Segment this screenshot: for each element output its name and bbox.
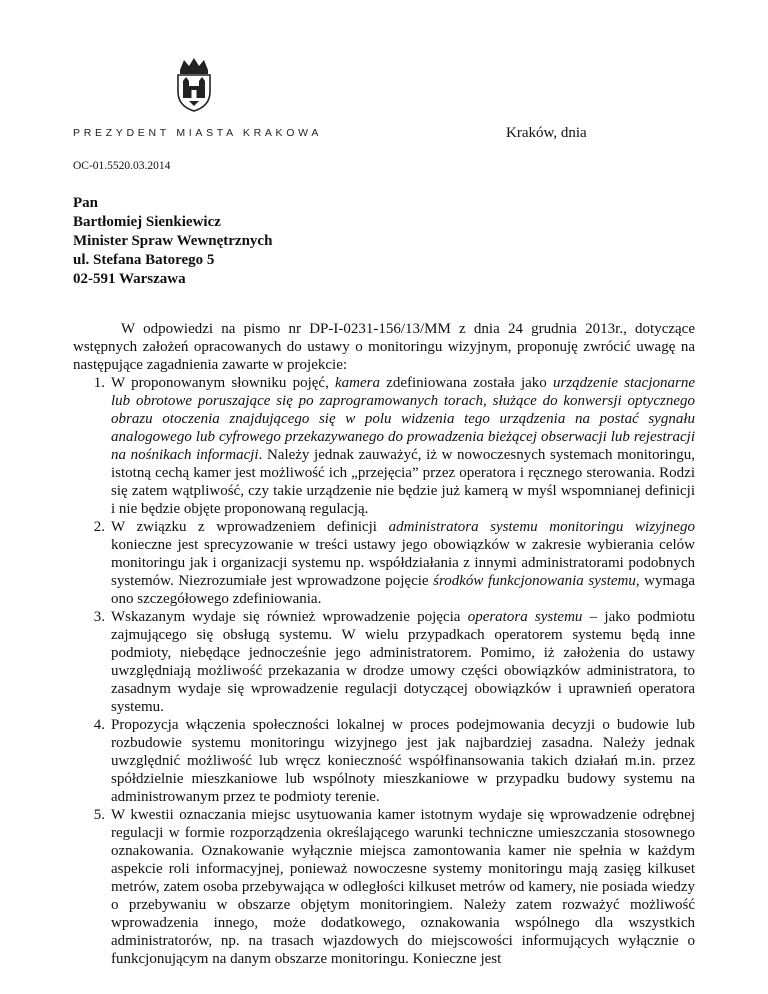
intro-paragraph: W odpowiedzi na pismo nr DP-I-0231-156/13/MM z dnia 24 grudnia 2013r., dotyczące wstępnych założeń opracowanych do ustawy o monitoringu wizyjnym, proponuję zwrócić uwagę na następujące zagadnienia zawarte w projekcie: [73,321,695,373]
list-item-emphasis: urządzenie stacjonarne lub obrotowe poruszające się po zaprogramowanych torach, służące do konwersji optycznego obrazu otoczenia znajdującego się w polu widzenia tego urządzenia na postać sygnału analogowego lub cyfrowego przekazywanego do prowadzenia bieżącej obserwacji lub rejestracji na nośnikach informacji [111,375,696,463]
list-item-text: W proponowanym słowniku pojęć, [111,375,335,391]
list-item-number: 2. [93,519,105,535]
list-item-text: konieczne jest sprecyzowanie w treści ustawy jego obowiązków w zakresie wybierania celów monitoringu jak i organizacji systemu np. współdziałania z innymi administratorami podobnych systemów. Niezrozumiałe jest wprowadzone pojęcie [111,537,695,589]
office-name: PREZYDENT MIASTA KRAKOWA [73,127,323,139]
letter-body [73,320,695,968]
list-item [73,716,695,806]
list-item-emphasis: środków funkcjonowania systemu [433,573,636,589]
list-item-emphasis: administratora systemu monitoringu wizyjnego [388,519,696,535]
list-item [73,374,695,518]
addressee-city: 02-591 Warszawa [73,271,186,287]
list-item-text: Wskazanym wydaje się również wprowadzenie pojęcia [111,609,468,625]
remarks-list [73,374,695,968]
list-item [73,608,695,716]
addressee-salutation: Pan [73,195,99,211]
addressee-name: Bartłomiej Sienkiewicz [73,214,221,230]
list-item-text: Propozycja włączenia społeczności lokalnej w proces podejmowania decyzji o budowie lub rozbudowie systemu monitoringu wizyjnego jest jak najbardziej zasadna. Należy jednak uwzględnić możliwość lub wręcz konieczność współfinansowania takich działań m.in. przez spółdzielnie mieszkaniowe lub wspólnoty mieszkaniowe w przypadku budowy systemu na administrowanym przez te podmioty terenie. [111,717,695,805]
place-date: Kraków, dnia [506,125,587,141]
list-item [73,806,695,968]
list-item-text: W kwestii oznaczania miejsc usytuowania kamer istotnym wydaje się wprowadzenie odrębnej regulacji w formie rozporządzenia określającego warunki techniczne umieszczania stosownego oznakowania. Oznakowanie wyłącznie miejsca zamontowania kamer nie spełnia w każdym aspekcie roli informacyjnej, ponieważ nowoczesne systemy monitoringu mają zasięg kilkuset metrów, zatem osoba przebywająca w odległości kilkuset metrów od kamery, nie posiada wiedzy o przebywaniu w obszarze objętym monitoringiem. Należy zatem rozważyć możliwość wprowadzenia innego, może dodatkowego, oznakowania wspólnego dla wszystkich administratorów, np. na trasach wjazdowych do miejscowości informujących wyłącznie o funkcjonującym na danym obszarze monitoringu. Konieczne jest [111,807,695,967]
list-item-emphasis: kamera [335,375,380,391]
list-item-number: 4. [93,717,105,733]
addressee-position: Minister Spraw Wewnętrznych [73,233,273,249]
reference-number: OC-01.5520.03.2014 [73,160,171,172]
krakow-coat-of-arms-icon [172,56,216,112]
list-item-number: 1. [93,375,105,391]
list-item-emphasis: operatora systemu [467,609,583,625]
list-item-text: zdefiniowana została jako [380,375,553,391]
list-item-text: . Należy jednak zauważyć, iż w nowoczesnych systemach monitoringu, istotną cechą kamer jest możliwość ich „przejęcia” przez operatora i ręcznego sterowania. Rodzi się zatem wątpliwość, czy takie urządzenie nie będzie już kamerą w myśl wspomnianej definicji i nie będzie objęte proponowaną regulacją. [111,447,695,517]
list-item-number: 5. [93,807,105,823]
list-item-number: 3. [93,609,105,625]
list-item-text: W związku z wprowadzeniem definicji [111,519,389,535]
addressee-block [73,194,272,289]
addressee-street: ul. Stefana Batorego 5 [73,252,215,268]
list-item-text: , wymaga ono szczegółowego zdefiniowania. [111,573,695,607]
list-item-text: – jako podmiotu zajmującego się obsługą systemu. W wielu przypadkach operatorem systemu będą inne podmioty, niebędące jednocześnie jego administratorem. Pomimo, iż założenia do ustawy uwzględniają możliwość przekazania w drodze umowy części obowiązków administratora, to zasadnym wydaje się wprowadzenie regulacji dotyczącej obowiązków i uprawnień operatora systemu. [111,609,696,715]
list-item [73,518,695,608]
